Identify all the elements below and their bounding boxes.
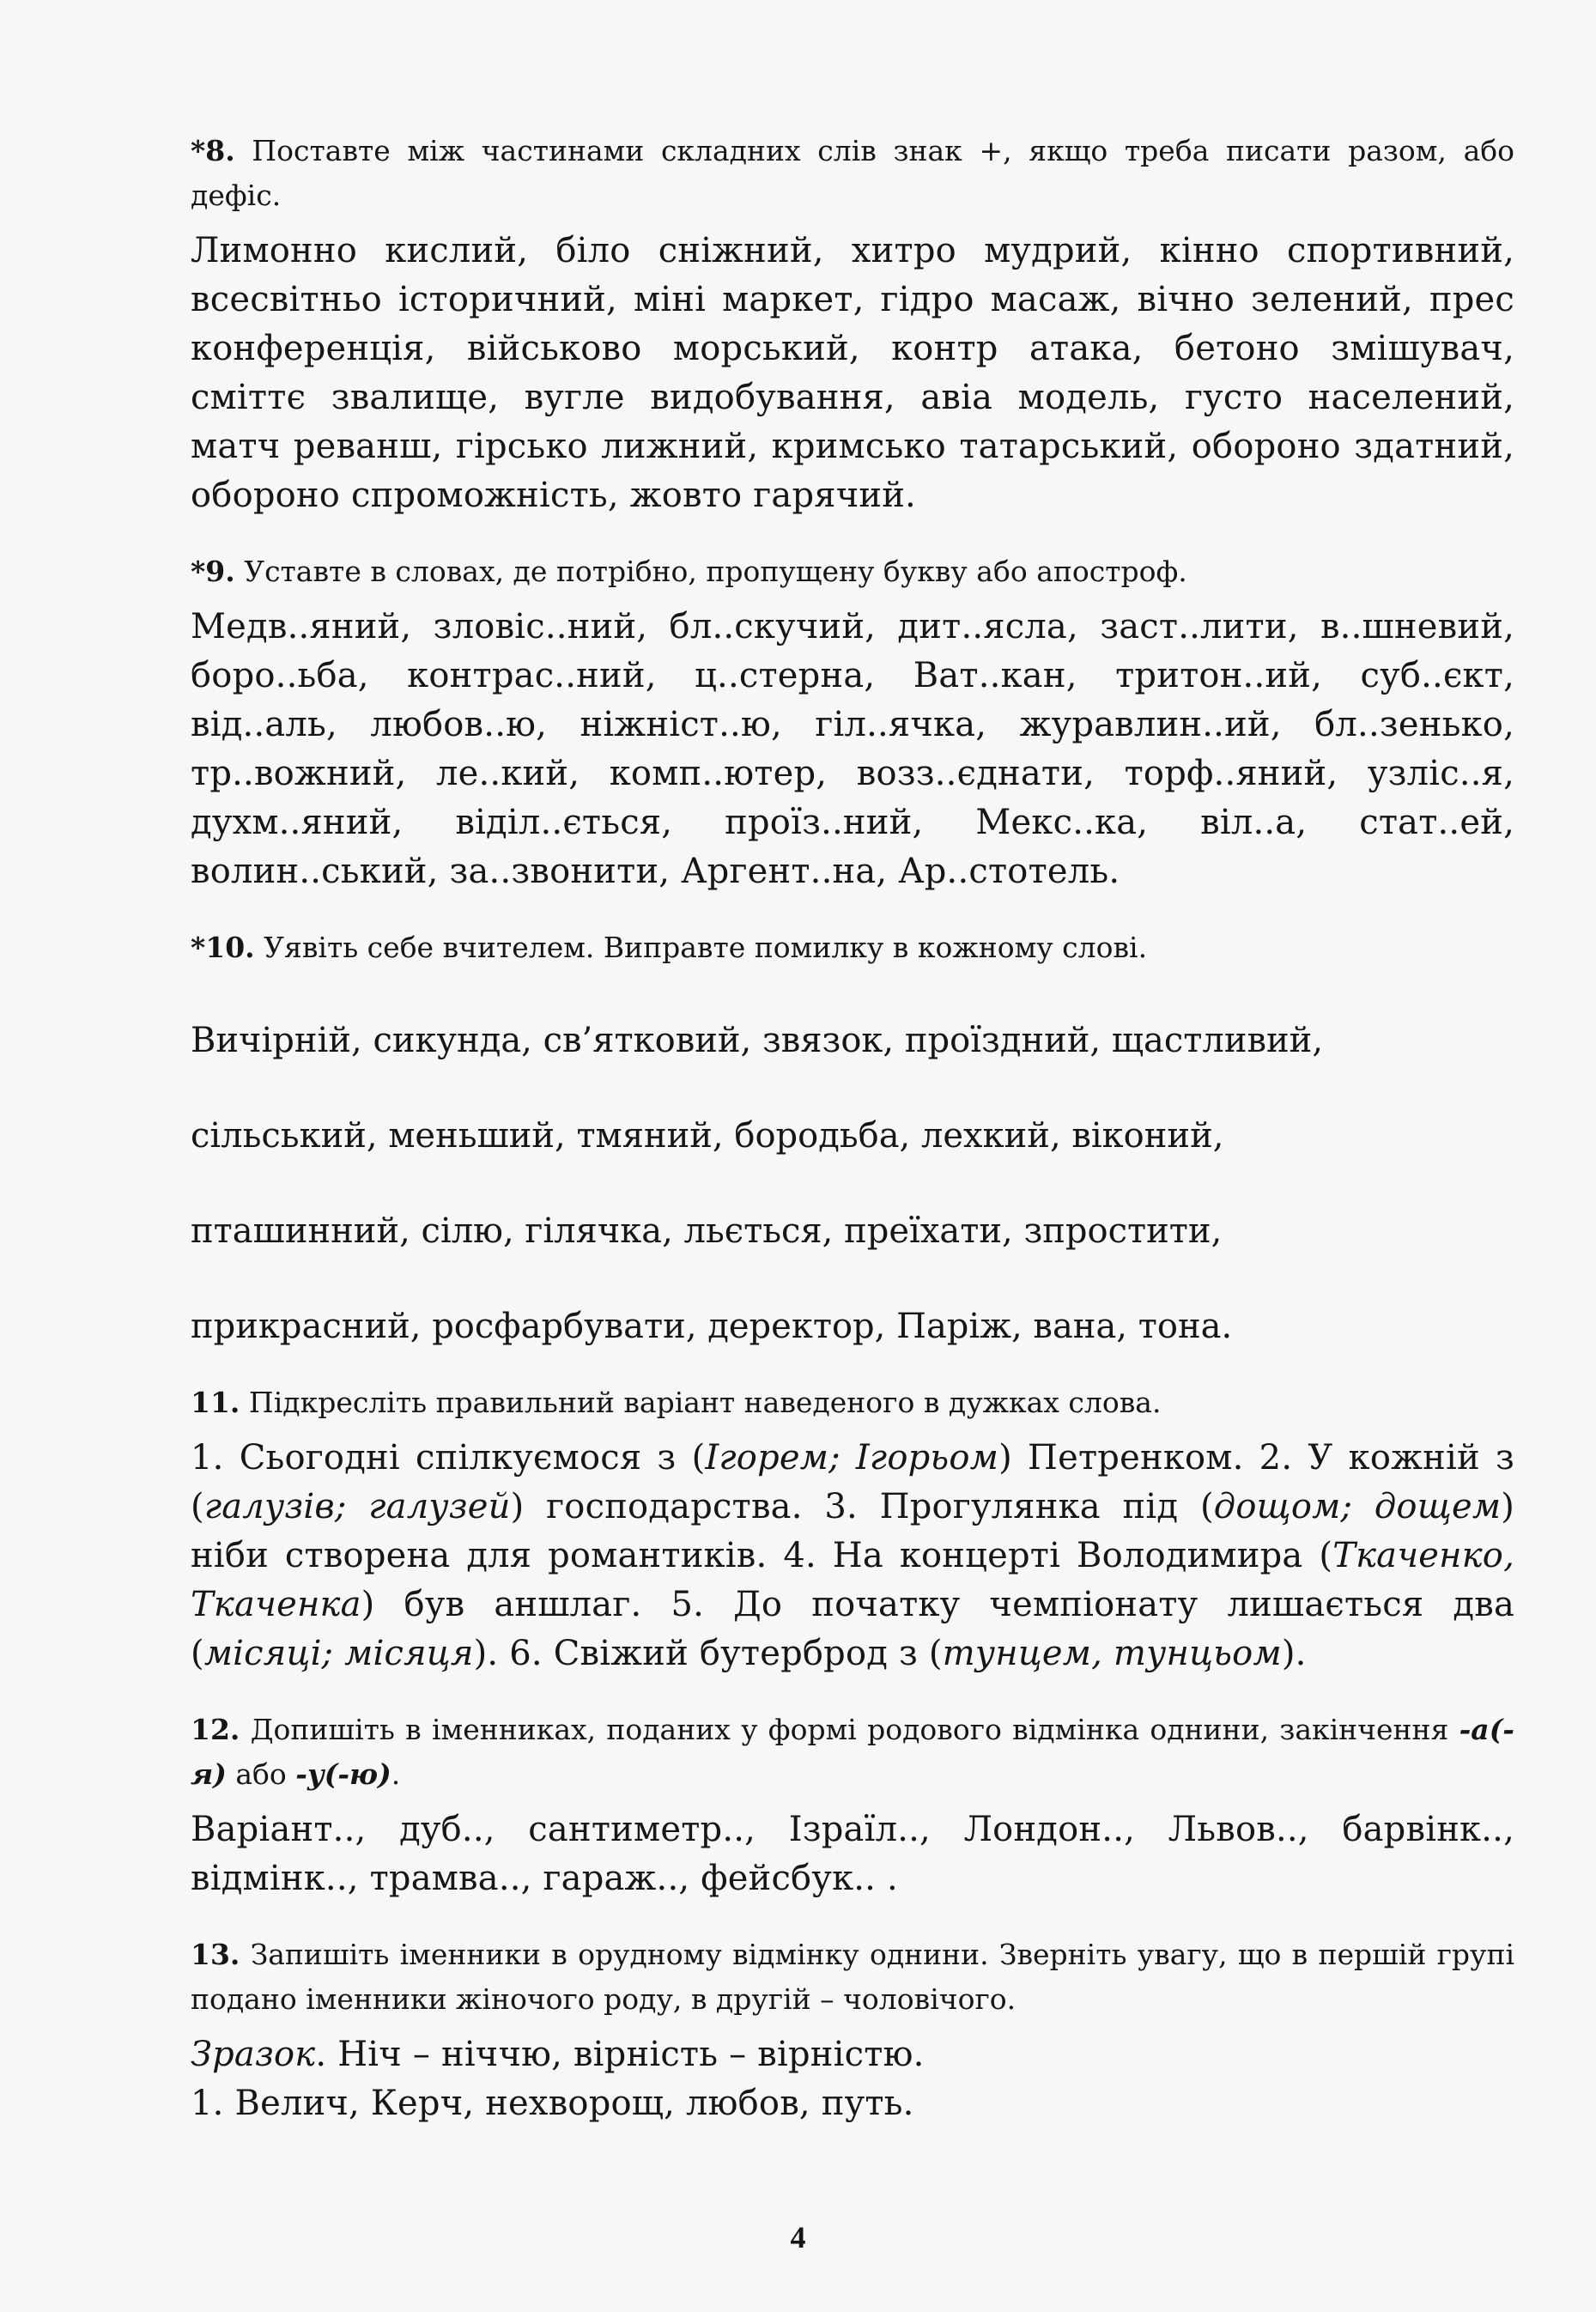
ex11-part: ).: [1281, 1634, 1307, 1673]
sample-text: . Ніч – ніччю, вірність – вірністю.: [315, 2035, 925, 2074]
exercise-8-text: Лимонно кислий, біло сніжний, хитро мудрий, кінно спортивний, всесвітньо історичний, міні маркет, гідро масаж, вічно зелений, прес конференція, військово морський, контр атака, бетоно змішувач, сміттє звалище, вугле видобування, авіа модель, густо населений, матч реванш, гірсько лижний, кримсько татарський, оборонo здатний, оборонo спроможність, жовто гарячий.: [191, 231, 1514, 515]
exercise-10-line-2: сільський, меньший, тмяний, бородьба, лехкий, віконий,: [191, 1116, 1224, 1156]
ex11-option: дощом; дощем: [1213, 1487, 1502, 1526]
ex11-part: ) був аншлаг. 5. До початку чемпіонату лишається два (: [191, 1585, 1514, 1673]
exercise-11-text: [191, 1434, 1514, 1678]
exercise-12-number: 12.: [191, 1713, 240, 1746]
exercise-11-instruction-text: Підкресліть правильний варіант наведеного в дужках слова.: [248, 1386, 1162, 1419]
exercise-9-instruction-text: Уставте в словах, де потрібно, пропущену букву або апостроф.: [244, 555, 1187, 588]
exercise-9-number: *9.: [191, 555, 235, 588]
exercise-8-instruction: [191, 129, 1514, 218]
exercise-12-text: Варіант.., дуб.., сантиметр.., Ізраїл.., Лондон.., Львов.., барвінк.., відмінк.., трамва.., гараж.., фейсбук.. .: [191, 1810, 1514, 1898]
exercise-9-instruction: [191, 549, 1514, 594]
exercise-10-line-1: Вичірній, сикунда, св’ятковий, звязок, проїздний, щастливий,: [191, 1021, 1324, 1060]
ex11-option: Ткаченко, Ткаченка: [191, 1536, 1514, 1624]
ex11-part: ) Петренком. 2. У кожній з (: [191, 1438, 1514, 1526]
exercise-10-number: *10.: [191, 931, 255, 964]
ex11-part: ) ніби створена для романтиків. 4. На концерті Володимира (: [191, 1487, 1514, 1575]
exercise-13-number: 13.: [191, 1938, 240, 1971]
exercise-8-number: *8.: [191, 134, 235, 167]
exercise-13-line-1: 1. Велич, Керч, нехворощ, любов, путь.: [191, 2084, 914, 2123]
workbook-page: [191, 129, 1514, 2128]
exercise-12-instruction: [191, 1708, 1514, 1797]
exercise-13-sample: [191, 2030, 1514, 2079]
ending-a: -а(-я): [191, 1713, 1514, 1791]
ending-u: -у(-ю): [295, 1757, 391, 1791]
exercise-13-instruction-text: Запишіть іменники в орудному відмінку однини. Зверніть увагу, що в першій групі подано іменники жіночого роду, в другій – чоловічого.: [191, 1938, 1514, 2016]
ex11-option: Ігорем; Ігорьом: [705, 1438, 999, 1478]
exercise-9-text: Медв..яний, зловіс..ний, бл..скучий, дит..ясла, заст..лити, в..шневий, боро..ьба, контрас..ний, ц..стерна, Ват..кан, тритон..ий, суб..єкт, від..аль, любов..ю, ніжніст..ю, гіл..ячка, журавлин..ий, бл..зенько, тр..вожний, ле..кий, комп..ютер, возз..єднати, торф..яний, узліс..я, духм..яний, віділ..ється, проїз..ний, Мекс..ка, віл..а, стат..ей, волин..ський, за..звонити, Аргент..на, Ар..стотель.: [191, 607, 1514, 891]
ex11-option: галузів; галузей: [203, 1487, 511, 1526]
sample-label: Зразок: [191, 2035, 316, 2074]
page-number: 4: [790, 2220, 806, 2254]
exercise-8-instruction-text: Поставте між частинами складних слів знак +, якщо треба писати разом, або дефіс.: [191, 134, 1514, 212]
exercise-11-number: 11.: [191, 1386, 240, 1419]
exercise-10-instruction-text: Уявіть себе вчителем. Виправте помилку в кожному слові.: [264, 931, 1148, 964]
exercise-10-line-3: пташинний, сілю, гілячка, льється, преїхати, зпростити,: [191, 1211, 1223, 1251]
exercise-12-instruction-text: Допишіть в іменниках, поданих у формі родового відмінка однини, закінчення: [250, 1713, 1459, 1746]
exercise-11-instruction: [191, 1381, 1514, 1425]
exercise-12-instruction-end: .: [391, 1757, 401, 1791]
ex11-part: ) господарства. 3. Прогулянка під (: [510, 1487, 1214, 1526]
ex11-part: ). 6. Свіжий бутерброд з (: [473, 1634, 943, 1673]
exercise-10-line-4: прикрасний, росфарбувати, деректор, Паріж, вана, тона.: [191, 1307, 1233, 1346]
exercise-10-instruction: [191, 925, 1514, 970]
exercise-13-instruction: [191, 1933, 1514, 2022]
ex11-option: місяці; місяця: [203, 1634, 474, 1673]
ex11-option: тунцем, тунцьом: [942, 1634, 1282, 1673]
ex11-part: 1. Сьогодні спілкуємося з (: [191, 1438, 706, 1478]
exercise-12-instruction-or: або: [226, 1757, 296, 1791]
